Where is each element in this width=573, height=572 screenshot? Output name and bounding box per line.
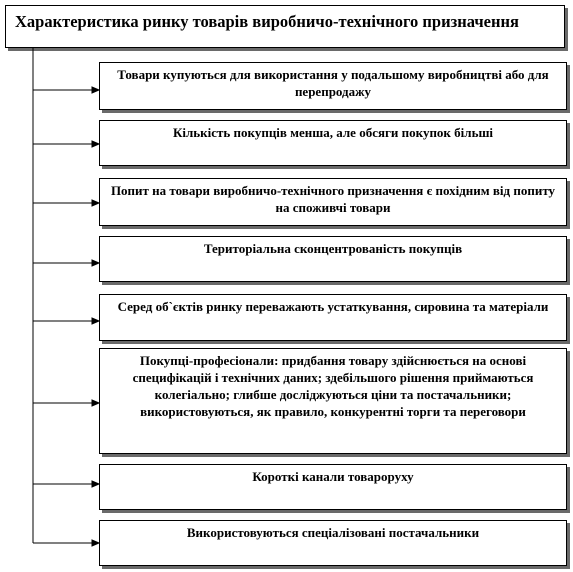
item-box-7: Короткі канали товароруху: [99, 464, 567, 510]
item-box-1: Товари купуються для використання у подальшому виробництві або для перепродажу: [99, 62, 567, 110]
item-box-5: Серед об`єктів ринку переважають устаткування, сировина та матеріали: [99, 294, 567, 341]
item-box-3: Попит на товари виробничо-технічного призначення є похідним від попиту на споживчі товари: [99, 178, 567, 226]
item-box-8: Використовуються спеціалізовані постачальники: [99, 520, 567, 566]
arrow-7: [33, 481, 99, 487]
arrow-3: [33, 200, 99, 206]
arrow-5: [33, 318, 99, 324]
arrow-1: [33, 87, 99, 93]
item-box-2: Кількість покупців менша, але обсяги покупок більші: [99, 120, 567, 166]
arrow-8: [33, 540, 99, 546]
arrow-6: [33, 400, 99, 406]
arrow-2: [33, 141, 99, 147]
item-box-6: Покупці-професіонали: придбання товару здійснюється на основі специфікацій і технічних даних; здебільшого рішення приймаються колегіально; глибше досліджуються ціни та постачальники; використовуються, як правило, конкурентні торги та переговори: [99, 348, 567, 454]
diagram-title: Характеристика ринку товарів виробничо-технічного призначення: [5, 5, 565, 48]
arrow-4: [33, 260, 99, 266]
item-box-4: Територіальна сконцентрованість покупців: [99, 236, 567, 282]
